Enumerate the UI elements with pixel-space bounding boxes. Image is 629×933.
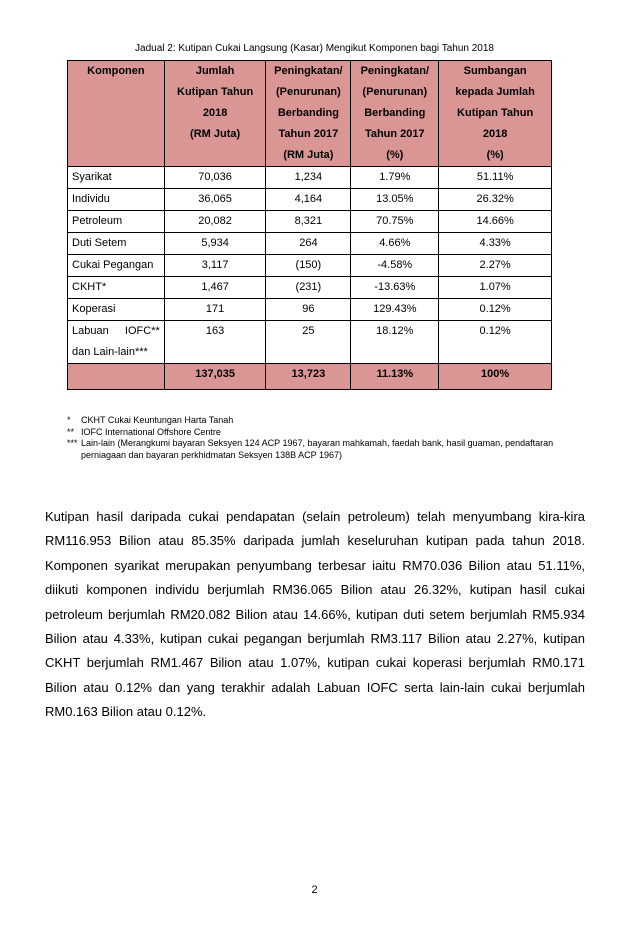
cell-jumlah: 1,467	[164, 277, 266, 299]
footnote-text: CKHT Cukai Keuntungan Harta Tanah	[81, 415, 234, 425]
header-peningkatan-rm: Peningkatan/ (Penurunan) Berbanding Tahun 2017 (RM Juta)	[266, 61, 351, 167]
header-sumbangan: Sumbangan kepada Jumlah Kutipan Tahun 2018 (%)	[439, 61, 552, 167]
table-total-row	[68, 364, 552, 390]
cell-peningkatan-rm: 4,164	[266, 189, 351, 211]
cell-komponen: CKHT*	[68, 277, 165, 299]
cell-peningkatan-pct: 1.79%	[351, 167, 439, 189]
cell-peningkatan-pct: 129.43%	[351, 299, 439, 321]
cell-sumbangan: 0.12%	[439, 321, 552, 364]
footnote	[67, 415, 567, 427]
cell-sumbangan: 2.27%	[439, 255, 552, 277]
cell-peningkatan-pct: 18.12%	[351, 321, 439, 364]
footnote	[67, 438, 567, 461]
cell-jumlah: 36,065	[164, 189, 266, 211]
total-peningkatan-rm: 13,723	[266, 364, 351, 390]
cell-sumbangan: 26.32%	[439, 189, 552, 211]
footnote	[67, 427, 567, 439]
table-row	[68, 189, 552, 211]
table-header-row	[68, 61, 552, 167]
cell-sumbangan: 0.12%	[439, 299, 552, 321]
cell-komponen: Individu	[68, 189, 165, 211]
cell-jumlah: 163	[164, 321, 266, 364]
cell-peningkatan-rm: 25	[266, 321, 351, 364]
cell-peningkatan-rm: 96	[266, 299, 351, 321]
cell-komponen: Syarikat	[68, 167, 165, 189]
table-row	[68, 233, 552, 255]
footnote-mark: **	[67, 426, 75, 437]
footnote-text: IOFC International Offshore Centre	[81, 426, 221, 437]
cell-sumbangan: 4.33%	[439, 233, 552, 255]
total-jumlah: 137,035	[164, 364, 266, 390]
cell-jumlah: 20,082	[164, 211, 266, 233]
table-footnotes	[67, 415, 567, 461]
table-row	[68, 321, 552, 364]
cell-peningkatan-rm: (150)	[266, 255, 351, 277]
page-number: 2	[311, 884, 318, 896]
cell-peningkatan-pct: 70.75%	[351, 211, 439, 233]
footnote-mark: ***	[67, 438, 78, 448]
footnote-text: Lain-lain (Merangkumi bayaran Seksyen 124 ACP 1967, bayaran mahkamah, faedah bank, hasil guaman, pendaftaran perniagaan dan bayaran perkhidmatan Seksyen 138B ACP 1967)	[81, 438, 554, 460]
cell-peningkatan-pct: -4.58%	[351, 255, 439, 277]
cell-peningkatan-pct: -13.63%	[351, 277, 439, 299]
total-peningkatan-pct: 11.13%	[351, 364, 439, 390]
total-label	[68, 364, 165, 390]
table-row	[68, 255, 552, 277]
cell-sumbangan: 14.66%	[439, 211, 552, 233]
cell-jumlah: 5,934	[164, 233, 266, 255]
cell-komponen: Koperasi	[68, 299, 165, 321]
tax-collection-table	[67, 60, 552, 390]
total-sumbangan: 100%	[439, 364, 552, 390]
header-komponen: Komponen	[68, 61, 165, 167]
cell-sumbangan: 51.11%	[439, 167, 552, 189]
footnote-mark: *	[67, 415, 71, 425]
header-peningkatan-pct: Peningkatan/ (Penurunan) Berbanding Tahun 2017 (%)	[351, 61, 439, 167]
cell-komponen: Petroleum	[68, 211, 165, 233]
header-jumlah-kutipan: Jumlah Kutipan Tahun 2018 (RM Juta)	[164, 61, 266, 167]
cell-jumlah: 171	[164, 299, 266, 321]
cell-jumlah: 70,036	[164, 167, 266, 189]
cell-peningkatan-pct: 4.66%	[351, 233, 439, 255]
cell-sumbangan: 1.07%	[439, 277, 552, 299]
cell-komponen: Duti Setem	[68, 233, 165, 255]
body-paragraph: Kutipan hasil daripada cukai pendapatan (selain petroleum) telah menyumbang kira-kira RM116.953 Bilion atau 85.35% daripada jumlah keseluruhan kutipan pada tahun 2018. Komponen syarikat merupakan penyumbang terbesar iaitu RM70.036 Bilion atau 51.11%, diikuti komponen individu berjumlah RM36.065 Bilion atau 26.32%, kutipan hasil cukai petroleum berjumlah RM20.082 Bilion atau 14.66%, kutipan duti setem berjumlah RM5.934 Bilion atau 4.33%, kutipan cukai pegangan berjumlah RM3.117 Bilion atau 2.27%, kutipan CKHT berjumlah RM1.467 Bilion atau 1.07%, kutipan cukai koperasi berjumlah RM0.171 Bilion atau 0.12% dan yang terakhir adalah Labuan IOFC serta lain-lain cukai berjumlah RM0.163 Bilion atau 0.12%.	[45, 509, 585, 720]
table-caption: Jadual 2: Kutipan Cukai Langsung (Kasar) Mengikut Komponen bagi Tahun 2018	[135, 43, 494, 54]
cell-jumlah: 3,117	[164, 255, 266, 277]
cell-komponen: Cukai Pegangan	[68, 255, 165, 277]
table-row	[68, 167, 552, 189]
cell-komponen: Labuan IOFC** dan Lain-lain***	[68, 321, 165, 364]
table-row	[68, 299, 552, 321]
cell-peningkatan-rm: (231)	[266, 277, 351, 299]
cell-peningkatan-rm: 8,321	[266, 211, 351, 233]
table-row	[68, 211, 552, 233]
table-row	[68, 277, 552, 299]
cell-peningkatan-rm: 264	[266, 233, 351, 255]
cell-peningkatan-pct: 13.05%	[351, 189, 439, 211]
cell-peningkatan-rm: 1,234	[266, 167, 351, 189]
